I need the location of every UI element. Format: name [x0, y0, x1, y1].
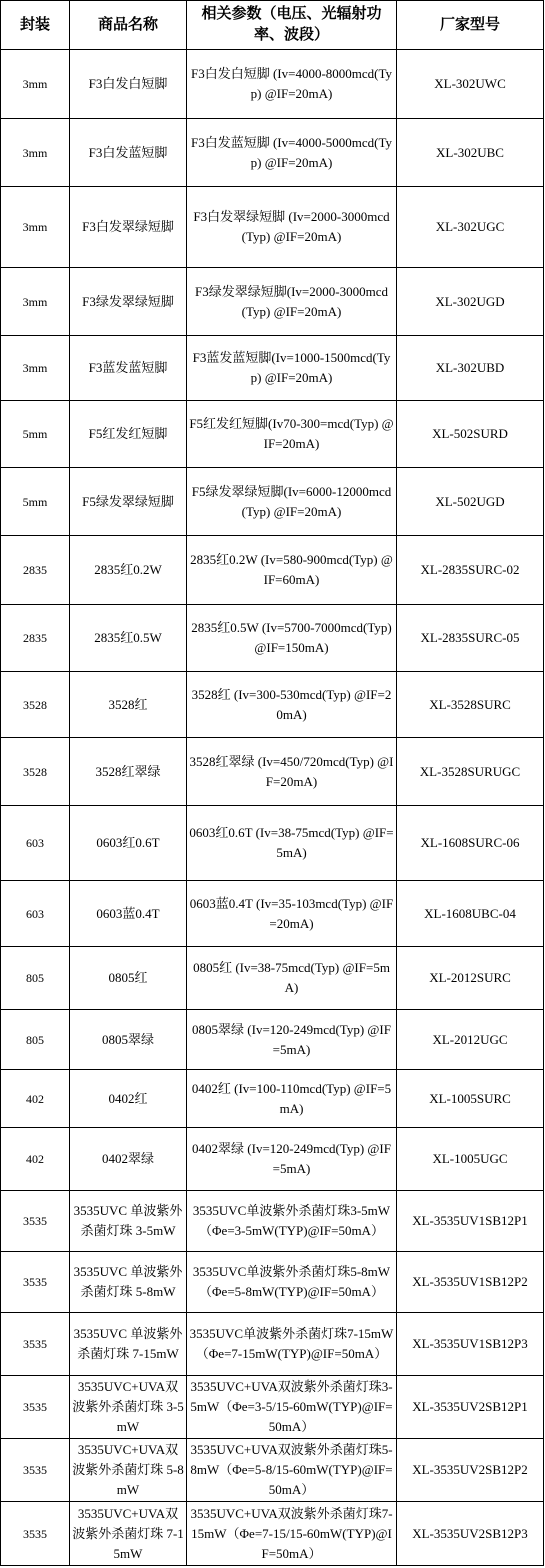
model-cell: XL-1005SURC	[397, 1070, 544, 1128]
table-row	[1, 336, 544, 401]
parameters-cell: 2835红0.2W (Iv=580-900mcd(Typ) @IF=60mA)	[187, 536, 397, 605]
package-cell: 805	[1, 1010, 70, 1070]
parameters-cell: 3535UVC+UVA双波紫外杀菌灯珠5-8mW（Φe=5-8/15-60mW(TYP)@IF=50mA）	[187, 1439, 397, 1502]
package-cell: 603	[1, 806, 70, 881]
package-cell: 402	[1, 1128, 70, 1191]
parameters-cell: 3528红 (Iv=300-530mcd(Typ) @IF=20mA)	[187, 672, 397, 738]
model-cell: XL-3528SURUGC	[397, 738, 544, 806]
model-cell: XL-1005UGC	[397, 1128, 544, 1191]
product-name-cell: 0805翠绿	[70, 1010, 187, 1070]
package-cell: 3535	[1, 1502, 70, 1566]
table-row	[1, 806, 544, 881]
package-cell: 3mm	[1, 119, 70, 187]
model-cell: XL-302UBC	[397, 119, 544, 187]
parameters-cell: 3535UVC+UVA双波紫外杀菌灯珠3-5mW（Φe=3-5/15-60mW(TYP)@IF=50mA）	[187, 1376, 397, 1439]
table-row	[1, 1128, 544, 1191]
product-name-cell: 3528红翠绿	[70, 738, 187, 806]
model-cell: XL-2012UGC	[397, 1010, 544, 1070]
model-cell: XL-502SURD	[397, 401, 544, 468]
parameters-cell: 0603蓝0.4T (Iv=35-103mcd(Typ) @IF=20mA)	[187, 881, 397, 947]
table-row	[1, 1313, 544, 1376]
table-row	[1, 268, 544, 336]
table-header-row	[1, 1, 544, 50]
model-cell: XL-302UBD	[397, 336, 544, 401]
package-cell: 3535	[1, 1191, 70, 1252]
parameters-cell: F3绿发翠绿短脚(Iv=2000-3000mcd(Typ) @IF=20mA)	[187, 268, 397, 336]
model-cell: XL-3535UV2SB12P2	[397, 1439, 544, 1502]
parameters-cell: 3528红翠绿 (Iv=450/720mcd(Typ) @IF=20mA)	[187, 738, 397, 806]
product-name-cell: 0402翠绿	[70, 1128, 187, 1191]
product-name-cell: F3白发白短脚	[70, 50, 187, 119]
package-cell: 3535	[1, 1376, 70, 1439]
table-row	[1, 50, 544, 119]
product-name-cell: 0402红	[70, 1070, 187, 1128]
table-row	[1, 1376, 544, 1439]
model-cell: XL-302UGC	[397, 187, 544, 268]
parameters-cell: F5红发红短脚(Iv70-300=mcd(Typ) @IF=20mA)	[187, 401, 397, 468]
model-cell: XL-2835SURC-02	[397, 536, 544, 605]
table-body	[1, 50, 544, 1566]
package-cell: 2835	[1, 536, 70, 605]
product-name-cell: 3535UVC 单波紫外杀菌灯珠 5-8mW	[70, 1252, 187, 1313]
parameters-cell: 0603红0.6T (Iv=38-75mcd(Typ) @IF=5mA)	[187, 806, 397, 881]
product-name-cell: 2835红0.2W	[70, 536, 187, 605]
package-cell: 3528	[1, 672, 70, 738]
parameters-cell: F3白发蓝短脚 (Iv=4000-5000mcd(Typ) @IF=20mA)	[187, 119, 397, 187]
parameters-cell: 2835红0.5W (Iv=5700-7000mcd(Typ) @IF=150mA)	[187, 605, 397, 672]
parameters-cell: 3535UVC单波紫外杀菌灯珠3-5mW（Φe=3-5mW(TYP)@IF=50mA）	[187, 1191, 397, 1252]
product-name-cell: 0805红	[70, 947, 187, 1010]
package-cell: 3528	[1, 738, 70, 806]
package-cell: 3535	[1, 1439, 70, 1502]
model-cell: XL-502UGD	[397, 468, 544, 536]
model-cell: XL-3535UV1SB12P1	[397, 1191, 544, 1252]
parameters-cell: 0402翠绿 (Iv=120-249mcd(Typ) @IF=5mA)	[187, 1128, 397, 1191]
model-cell: XL-3528SURC	[397, 672, 544, 738]
table-row	[1, 1010, 544, 1070]
model-cell: XL-3535UV1SB12P2	[397, 1252, 544, 1313]
product-name-cell: 2835红0.5W	[70, 605, 187, 672]
package-cell: 402	[1, 1070, 70, 1128]
product-name-cell: F5红发红短脚	[70, 401, 187, 468]
product-name-cell: F3绿发翠绿短脚	[70, 268, 187, 336]
package-cell: 3mm	[1, 268, 70, 336]
table-row	[1, 1252, 544, 1313]
table-row	[1, 401, 544, 468]
parameters-cell: 0402红 (Iv=100-110mcd(Typ) @IF=5mA)	[187, 1070, 397, 1128]
table-row	[1, 947, 544, 1010]
package-cell: 805	[1, 947, 70, 1010]
header-parameters: 相关参数（电压、光辐射功率、波段）	[187, 1, 397, 50]
package-cell: 2835	[1, 605, 70, 672]
parameters-cell: F5绿发翠绿短脚(Iv=6000-12000mcd(Typ) @IF=20mA)	[187, 468, 397, 536]
model-cell: XL-1608SURC-06	[397, 806, 544, 881]
product-name-cell: 3535UVC 单波紫外杀菌灯珠 3-5mW	[70, 1191, 187, 1252]
product-name-cell: 0603红0.6T	[70, 806, 187, 881]
package-cell: 3mm	[1, 187, 70, 268]
model-cell: XL-302UWC	[397, 50, 544, 119]
header-model: 厂家型号	[397, 1, 544, 50]
product-name-cell: 3528红	[70, 672, 187, 738]
model-cell: XL-1608UBC-04	[397, 881, 544, 947]
table-row	[1, 468, 544, 536]
product-name-cell: F3蓝发蓝短脚	[70, 336, 187, 401]
model-cell: XL-3535UV2SB12P3	[397, 1502, 544, 1566]
package-cell: 3mm	[1, 336, 70, 401]
package-cell: 3mm	[1, 50, 70, 119]
table-row	[1, 672, 544, 738]
table-row	[1, 738, 544, 806]
parameters-cell: 0805红 (Iv=38-75mcd(Typ) @IF=5mA)	[187, 947, 397, 1010]
table-row	[1, 1070, 544, 1128]
parameters-cell: F3白发白短脚 (Iv=4000-8000mcd(Typ) @IF=20mA)	[187, 50, 397, 119]
parameters-cell: 0805翠绿 (Iv=120-249mcd(Typ) @IF=5mA)	[187, 1010, 397, 1070]
model-cell: XL-3535UV2SB12P1	[397, 1376, 544, 1439]
package-cell: 603	[1, 881, 70, 947]
table-row	[1, 1439, 544, 1502]
table-row	[1, 1502, 544, 1566]
parameters-cell: 3535UVC单波紫外杀菌灯珠7-15mW （Φe=7-15mW(TYP)@IF=50mA）	[187, 1313, 397, 1376]
product-name-cell: F3白发翠绿短脚	[70, 187, 187, 268]
parameters-cell: 3535UVC+UVA双波紫外杀菌灯珠7-15mW（Φe=7-15/15-60mW(TYP)@IF=50mA）	[187, 1502, 397, 1566]
product-name-cell: 3535UVC+UVA双波紫外杀菌灯珠 5-8mW	[70, 1439, 187, 1502]
parameters-cell: 3535UVC单波紫外杀菌灯珠5-8mW（Φe=5-8mW(TYP)@IF=50mA）	[187, 1252, 397, 1313]
model-cell: XL-3535UV1SB12P3	[397, 1313, 544, 1376]
model-cell: XL-302UGD	[397, 268, 544, 336]
product-name-cell: 3535UVC 单波紫外杀菌灯珠 7-15mW	[70, 1313, 187, 1376]
header-product-name: 商品名称	[70, 1, 187, 50]
product-name-cell: F3白发蓝短脚	[70, 119, 187, 187]
table-row	[1, 881, 544, 947]
table-row	[1, 119, 544, 187]
model-cell: XL-2835SURC-05	[397, 605, 544, 672]
package-cell: 5mm	[1, 401, 70, 468]
table-row	[1, 605, 544, 672]
product-name-cell: 3535UVC+UVA双波紫外杀菌灯珠 3-5mW	[70, 1376, 187, 1439]
model-cell: XL-2012SURC	[397, 947, 544, 1010]
product-name-cell: 0603蓝0.4T	[70, 881, 187, 947]
package-cell: 3535	[1, 1313, 70, 1376]
parameters-cell: F3蓝发蓝短脚(Iv=1000-1500mcd(Typ) @IF=20mA)	[187, 336, 397, 401]
parameters-cell: F3白发翠绿短脚 (Iv=2000-3000mcd(Typ) @IF=20mA)	[187, 187, 397, 268]
table-row	[1, 187, 544, 268]
table-row	[1, 536, 544, 605]
package-cell: 5mm	[1, 468, 70, 536]
product-name-cell: F5绿发翠绿短脚	[70, 468, 187, 536]
header-package: 封装	[1, 1, 70, 50]
package-cell: 3535	[1, 1252, 70, 1313]
product-name-cell: 3535UVC+UVA双波紫外杀菌灯珠 7-15mW	[70, 1502, 187, 1566]
table-row	[1, 1191, 544, 1252]
